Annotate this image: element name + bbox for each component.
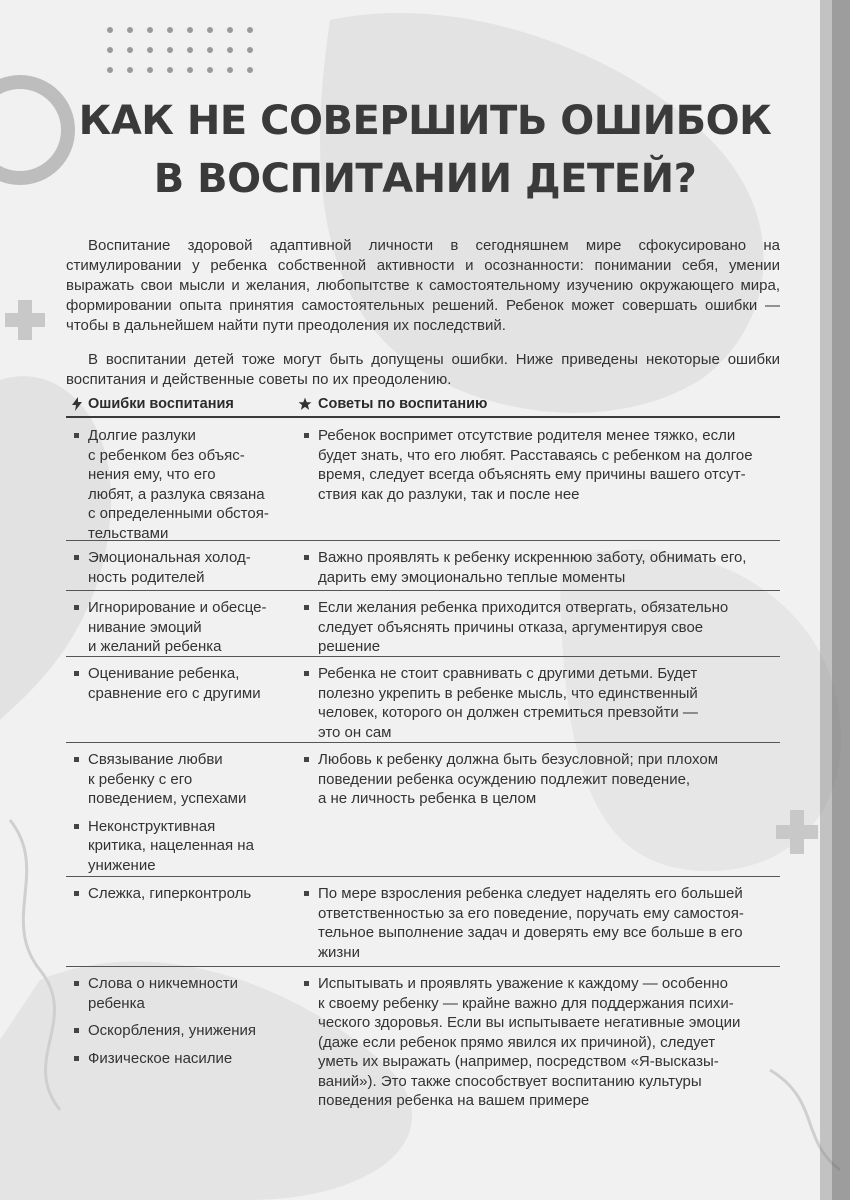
text-line: Испытывать и проявлять уважение к каждому — особенно — [318, 975, 728, 992]
text-line: любят, а разлука связана — [88, 485, 265, 503]
table-row — [66, 742, 780, 877]
mistake-item — [88, 664, 284, 703]
text-line: дарить ему эмоционально теплые моменты — [318, 568, 626, 586]
text-line: ваний»). Это также способствует воспитанию культуры — [318, 1072, 702, 1090]
text-line: а не личность ребенка в целом — [318, 790, 537, 807]
mistake-item — [88, 884, 284, 904]
text-line: поведении ребенка осуждению подлежит поведение, — [318, 770, 691, 788]
advice-item — [318, 750, 778, 809]
text-line: Важно проявлять к ребенку искреннюю заботу, обнимать его, — [318, 549, 747, 566]
advice-item — [318, 598, 778, 657]
advice-cell — [318, 548, 778, 595]
advice-item — [318, 548, 778, 587]
table-row — [66, 418, 780, 541]
text-line: Эмоциональная холод- — [88, 549, 251, 566]
text-line: Ребенок воспримет отсутствие родителя менее тяжко, если — [318, 427, 736, 444]
page-title — [0, 92, 850, 208]
text-line: ответственностью за его поведение, поручать ему самостоя- — [318, 904, 744, 922]
text-line: ческого здоровья. Если вы испытываете негативные эмоции — [318, 1014, 741, 1031]
mistake-item — [88, 1021, 284, 1041]
header-mistakes — [72, 396, 234, 412]
text-line: Игнорирование и обесце- — [88, 599, 267, 616]
text-line: ность родителей — [88, 568, 205, 586]
mistake-item — [88, 817, 284, 876]
text-line: Слежка, гиперконтроль — [88, 885, 252, 902]
text-line: к своему ребенку — крайне важно для поддержания психи- — [318, 994, 734, 1012]
text-line: поведением, успехами — [88, 790, 247, 807]
intro-paragraph-2: В воспитании детей тоже могут быть допущены ошибки. Ниже приведены некоторые ошибки воспитания и действенные советы по их преодолению. — [66, 351, 780, 388]
mistakes-cell — [88, 750, 284, 883]
text-line: унижение — [88, 856, 156, 874]
mistakes-cell — [88, 426, 284, 551]
advice-item — [318, 664, 778, 742]
text-line: время, следует всегда объяснять ему причины вашего отсут- — [318, 466, 746, 483]
text-line: это он сам — [318, 723, 392, 741]
mistake-item — [88, 598, 284, 657]
mistake-item — [88, 1049, 284, 1069]
text-line: Оценивание ребенка, — [88, 665, 240, 682]
text-line: нения ему, что его — [88, 466, 216, 483]
table-row — [66, 656, 780, 743]
text-line: нивание эмоций — [88, 618, 202, 636]
text-line: Ребенка не стоит сравнивать с другими детьми. Будет — [318, 665, 698, 682]
table-header — [66, 394, 780, 418]
table-row — [66, 590, 780, 657]
star-icon — [298, 397, 312, 411]
title-line-1: КАК НЕ СОВЕРШИТЬ ОШИБОК — [78, 98, 772, 144]
mistakes-cell — [88, 598, 284, 665]
text-line: человек, которого он должен стремиться превзойти — — [318, 704, 698, 721]
text-line: и желаний ребенка — [88, 638, 222, 655]
text-line: По мере взросления ребенка следует наделять его большей — [318, 885, 743, 902]
advice-item — [318, 974, 778, 1111]
header-advice — [298, 396, 487, 412]
advice-cell — [318, 664, 778, 750]
mistakes-cell — [88, 664, 284, 711]
advice-cell — [318, 974, 778, 1119]
text-line: жизни — [318, 943, 360, 961]
text-line: тельное выполнение задач и доверять ему все больше в его — [318, 924, 743, 941]
table-row — [66, 540, 780, 591]
title-line-2: В ВОСПИТАНИИ ДЕТЕЙ? — [153, 156, 697, 202]
advice-cell — [318, 426, 778, 512]
advice-item — [318, 426, 778, 504]
text-line: с ребенком без объяс- — [88, 446, 245, 464]
text-line: поведения ребенка на вашем примере — [318, 1092, 590, 1109]
mistake-item — [88, 426, 284, 543]
lightning-icon — [72, 397, 82, 411]
text-line: Долгие разлуки — [88, 427, 196, 444]
advice-item — [318, 884, 778, 962]
text-line: Физическое насилие — [88, 1049, 233, 1067]
table-row — [66, 876, 780, 967]
text-line: с определенными обстоя- — [88, 505, 269, 522]
text-line: полезно укрепить в ребенке мысль, что единственный — [318, 684, 698, 702]
mistake-item — [88, 974, 284, 1013]
mistakes-cell — [88, 974, 284, 1076]
advice-cell — [318, 598, 778, 665]
text-line: Оскорбления, унижения — [88, 1022, 257, 1039]
text-line: тельствами — [88, 524, 169, 542]
text-line: следует объяснять причины отказа, аргументируя свое — [318, 618, 704, 636]
mistakes-cell — [88, 548, 284, 595]
mistakes-cell — [88, 884, 284, 912]
table-row — [66, 966, 780, 1116]
text-line: сравнение его с другими — [88, 684, 261, 702]
header-mistakes-label: Ошибки воспитания — [88, 396, 234, 412]
advice-cell — [318, 884, 778, 970]
text-line: критика, нацеленная на — [88, 837, 254, 854]
text-line: решение — [318, 638, 381, 655]
text-line: к ребенку с его — [88, 770, 193, 788]
intro-text — [66, 236, 780, 404]
text-line: Неконструктивная — [88, 817, 216, 835]
header-advice-label: Советы по воспитанию — [318, 396, 488, 412]
text-line: Слова о никчемности — [88, 975, 238, 992]
text-line: (даже если ребенок прямо явился их причиной), следует — [318, 1033, 716, 1051]
text-line: Если желания ребенка приходится отвергать, обязательно — [318, 599, 729, 616]
text-line: ствия как до разлуки, так и после нее — [318, 485, 580, 503]
mistake-item — [88, 548, 284, 587]
advice-cell — [318, 750, 778, 817]
text-line: ребенка — [88, 994, 145, 1012]
text-line: Любовь к ребенку должна быть безусловной; при плохом — [318, 751, 719, 768]
text-line: будет знать, что его любят. Расставаясь с ребенком на долгое — [318, 446, 753, 464]
text-line: Связывание любви — [88, 751, 223, 768]
mistake-item — [88, 750, 284, 809]
intro-paragraph-1: Воспитание здоровой адаптивной личности в сегодняшнем мире сфокусировано на стимулировании у ребенка собственной активности и осознанности: понимании себя, умении выражать свои мысли и желания, любопытстве к самостоятельному изучению окружающего мира, формировании опыта принятия самостоятельных решений. Ребенок может совершать ошибки — чтобы в дальнейшем найти пути преодоления их последствий. — [66, 237, 780, 334]
text-line: уметь их выражать (например, посредством «Я-высказы- — [318, 1053, 719, 1070]
